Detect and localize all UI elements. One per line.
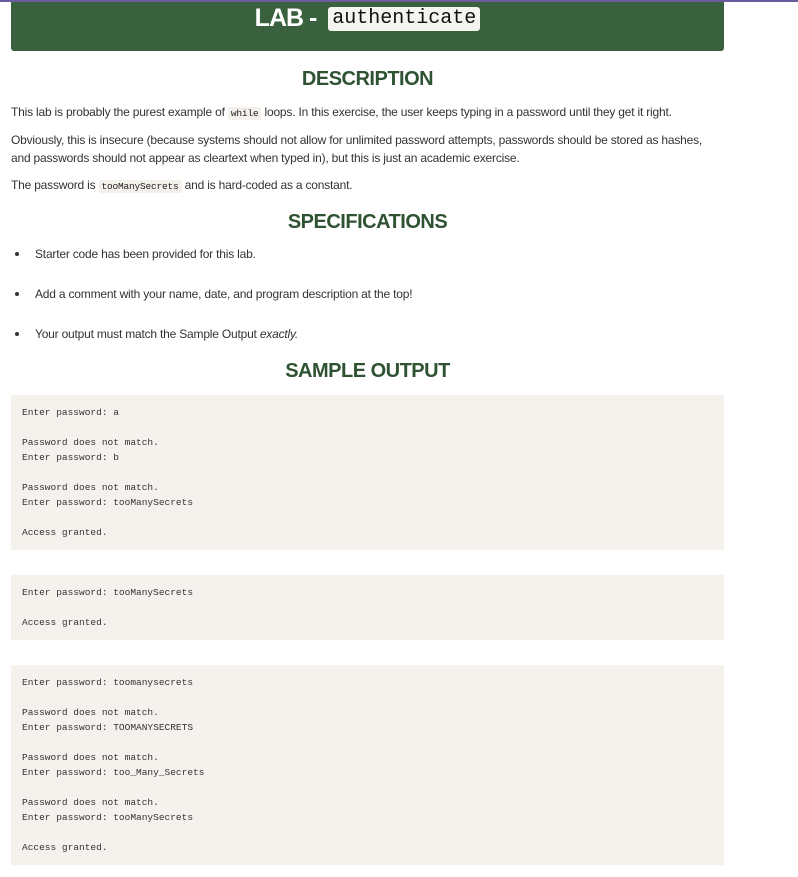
spec-item-2-text: Add a comment with your name, date, and program description at the top! <box>35 287 413 301</box>
p3-text-after: and is hard-coded as a constant. <box>181 178 353 192</box>
bullet-dot-icon <box>15 332 19 336</box>
description-paragraph-3 <box>11 176 724 196</box>
bullet-dot-icon <box>15 252 19 256</box>
p3-inline-code: tooManySecrets <box>99 180 182 193</box>
p1-inline-code: while <box>228 107 262 120</box>
sample-output-block-2-text: Enter password: tooManySecrets Access granted. <box>22 587 194 628</box>
sample-output-block-3-text: Enter password: toomanysecrets Password does not match. Enter password: TOOMANYSECRETS Password does not match. Enter password: too_Many_Secrets Password does not match. Enter password: tooManySecrets Access granted. <box>22 677 205 853</box>
description-heading: DESCRIPTION <box>301 68 434 90</box>
spec-item-1-text: Starter code has been provided for this lab. <box>35 247 256 261</box>
p1-text-before: This lab is probably the purest example of <box>11 105 228 119</box>
sample-output-block-2 <box>11 575 724 640</box>
description-paragraph-1 <box>11 103 724 123</box>
spec-item-1 <box>15 247 256 261</box>
p3-text-before: The password is <box>11 178 99 192</box>
sample-output-block-3 <box>11 665 724 865</box>
spec-item-3-emphasis: exactly. <box>259 327 299 341</box>
p1-text-after: loops. In this exercise, the user keeps typing in a password until they get it right. <box>261 105 672 119</box>
description-paragraph-2: Obviously, this is insecure (because systems should not allow for unlimited password attempts, passwords should be stored as hashes, and passwords should not appear as cleartext when typed in), but this is just an academic exercise. <box>11 133 703 165</box>
sample-output-block-1-text: Enter password: a Password does not match. Enter password: b Password does not match. Enter password: tooManySecrets Access granted. <box>22 407 194 538</box>
specifications-heading: SPECIFICATIONS <box>287 211 448 233</box>
banner-title: LAB - <box>254 4 323 32</box>
spec-item-3-text <box>35 327 298 341</box>
spec-item-3 <box>15 327 298 341</box>
sample-output-heading: SAMPLE OUTPUT <box>285 360 450 382</box>
spec-item-2 <box>15 287 412 301</box>
spec-item-3-before: Your output must match the Sample Output <box>35 327 260 341</box>
bullet-dot-icon <box>15 292 19 296</box>
sample-output-block-1 <box>11 395 724 550</box>
banner-code: authenticate <box>328 7 480 31</box>
lab-banner <box>11 2 724 51</box>
